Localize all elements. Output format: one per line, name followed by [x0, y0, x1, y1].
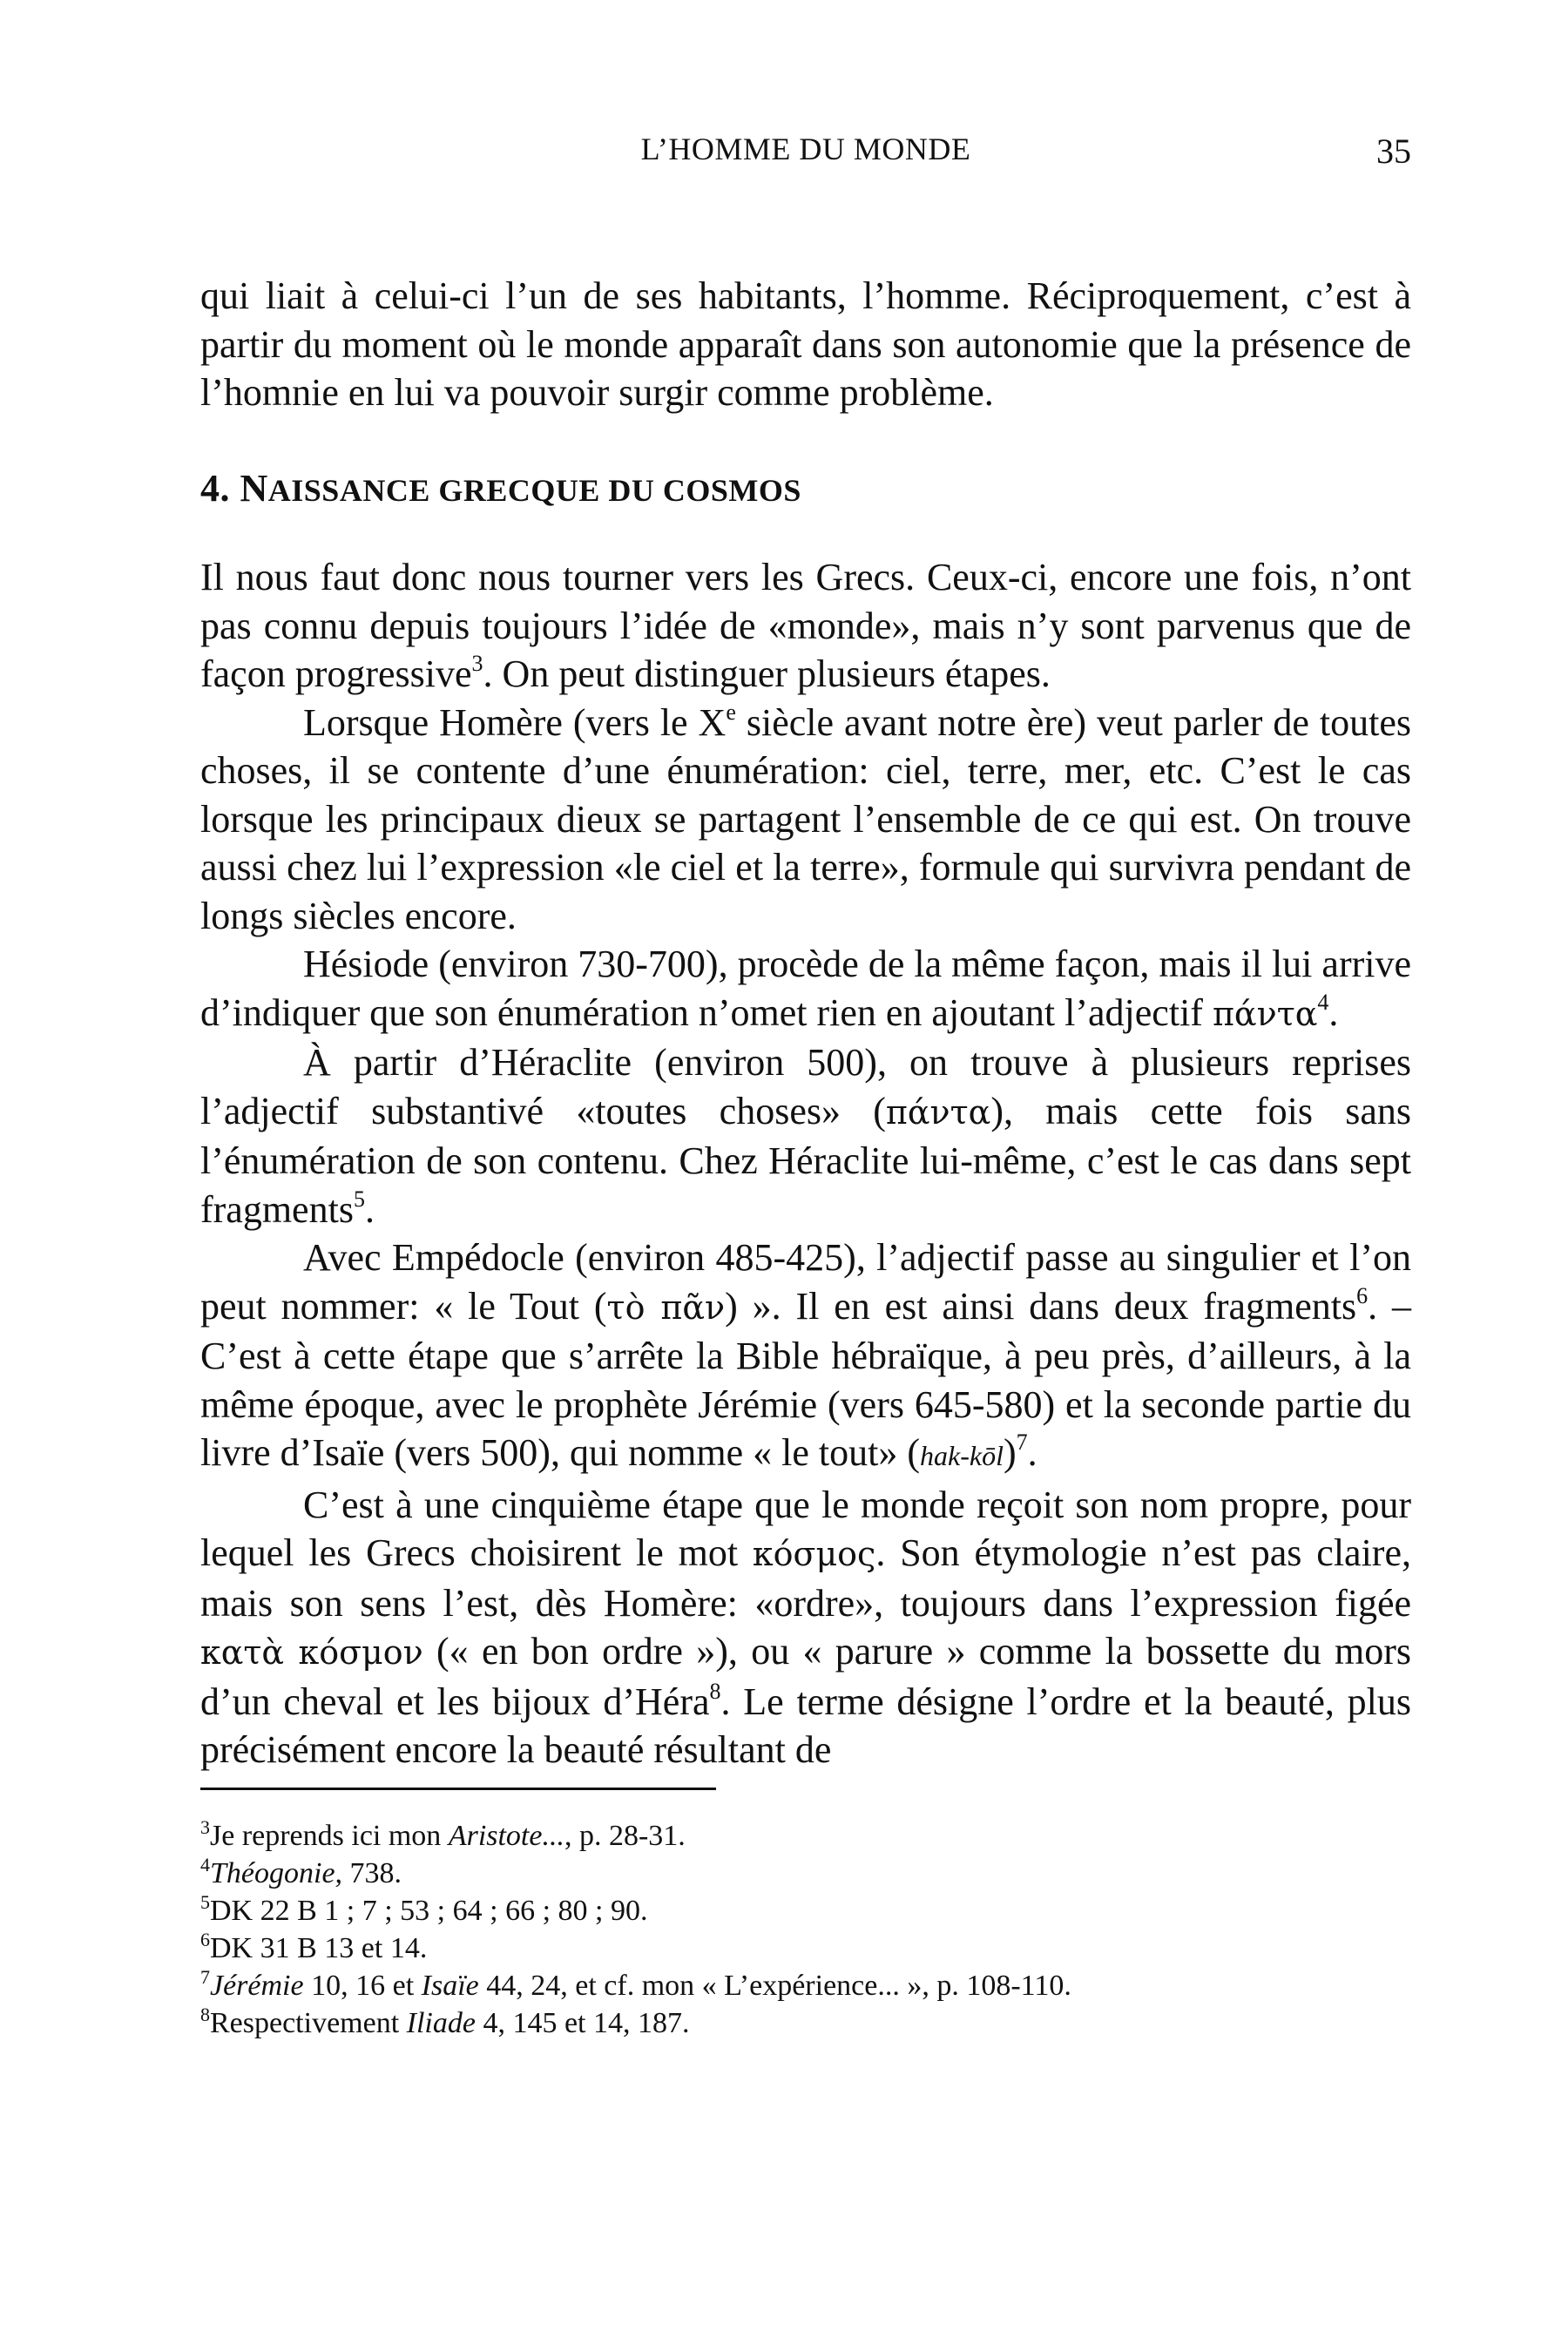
footnote-ref: 8: [709, 1678, 721, 1704]
section-number: 4.: [200, 466, 240, 510]
paragraph-text: ) ». Il en est ainsi dans deux fragments: [725, 1284, 1357, 1328]
paragraph-text: Hésiode (environ 730-700), procède de la même façon, mais il lui arrive d’indiquer que son énumération n’omet rien en ajoutant l’adjectif: [200, 943, 1411, 1034]
paragraph-text: . On peut distinguer plusieurs étapes.: [483, 652, 1051, 695]
footnote: [200, 2004, 1411, 2042]
paragraph-heraclite: [200, 1038, 1411, 1233]
paragraph-cosmos: [200, 1481, 1411, 1774]
footnote-number: 8: [200, 2004, 210, 2025]
paragraph-hesiode: [200, 940, 1411, 1038]
footnote-title: Théogonie,: [210, 1857, 343, 1889]
footnote-text: 4, 145 et 14, 187.: [475, 2007, 690, 2039]
page-number: 35: [1376, 132, 1411, 171]
footnote: [200, 1930, 1411, 1967]
footnote-number: 5: [200, 1891, 210, 1913]
paragraph-text: (« en bon ordre »), ou « parure » comme la bossette du mors d’un cheval et les bijoux d’Héra: [200, 1630, 1411, 1723]
hebrew-transliteration: hak-kōl: [920, 1440, 1004, 1471]
footnote-ref: 7: [1016, 1429, 1028, 1455]
running-title: L’HOMME DU MONDE: [640, 132, 971, 166]
section-heading: [200, 464, 1411, 516]
footnote-separator: [200, 1788, 716, 1790]
section-heading-rest: AISSANCE GRECQUE DU COSMOS: [267, 472, 801, 508]
greek-word: τὸ πᾶν: [606, 1288, 726, 1327]
paragraph-grecs: [200, 553, 1411, 699]
paragraph-text: ): [1003, 1431, 1017, 1474]
greek-word: κατὰ κόσμον: [200, 1633, 423, 1672]
footnote: [200, 1892, 1411, 1930]
footnote-ref: 6: [1356, 1282, 1369, 1308]
paragraph-continuation: qui liait à celui-ci l’un de ses habitants, l’homme. Réciproquement, c’est à partir du moment où le monde apparaît dans son autonomie que la présence de l’homnie en lui va pouvoir surgir comme problème.: [200, 274, 1411, 414]
footnote-text: 44, 24, et cf. mon « L’expérience... », p. 108-110.: [478, 1970, 1071, 2002]
paragraph-text: .: [364, 1187, 375, 1231]
paragraph-text: siècle avant notre ère) veut parler de toutes choses, il se contente d’une énumération: ciel, terre, mer, etc. C’est le cas lorsque les principaux dieux se partagent l’ensemble de ce qui est. On trouve aussi chez lui l’expression «le ciel et la terre», formule qui survivra pendant de longs siècles encore.: [200, 700, 1411, 937]
paragraph-text: . – C’est à cette étape que s’arrête la Bible hébraïque, à peu près, d’ailleurs, à la même époque, avec le prophète Jérémie (vers 645-580) et la seconde partie du livre d’Isaïe (vers 500), qui nomme « le tout» (: [200, 1284, 1412, 1474]
paragraph-empedocle: [200, 1233, 1411, 1481]
footnote-ref: 4: [1317, 989, 1329, 1015]
footnote-number: 6: [200, 1929, 210, 1950]
paragraph-text: .: [1328, 990, 1339, 1034]
section-heading-initial: N: [240, 466, 268, 510]
paragraph-text: . Son étymologie n’est pas claire, mais son sens l’est, dès Homère: «ordre», toujours dans l’expression figée: [200, 1531, 1411, 1625]
footnote-text: DK 31 B 13 et 14.: [210, 1932, 428, 1964]
footnote-text: Respectivement: [210, 2007, 407, 2039]
footnotes: [200, 1817, 1411, 2042]
greek-word: πάντα: [885, 1092, 991, 1132]
footnote-text: , p. 28-31.: [564, 1820, 686, 1852]
footnote-text: 738.: [342, 1857, 402, 1889]
footnote: [200, 1967, 1411, 2004]
footnote-title: Jérémie: [210, 1970, 304, 2002]
paragraph-homere: [200, 699, 1411, 941]
footnote: [200, 1855, 1411, 1892]
paragraph-text: C’est à une cinquième étape que le monde reçoit son nom propre, pour lequel les Grecs choisirent le mot: [200, 1483, 1411, 1574]
paragraph-text: Lorsque Homère (vers le X: [303, 700, 727, 744]
paragraph-text: À partir d’Héraclite (environ 500), on trouve à plusieurs reprises l’adjectif substantivé «toutes choses» (: [200, 1041, 1411, 1132]
footnote-title: Iliade: [406, 2007, 476, 2039]
greek-word: πάντα: [1212, 994, 1318, 1033]
footnote-title: Isaïe: [421, 1970, 479, 2002]
paragraph-text: Il nous faut donc nous tourner vers les Grecs. Ceux-ci, encore une fois, n’ont pas connu depuis toujours l’idée de «monde», mais n’y sont parvenus que de façon progressive: [200, 556, 1411, 695]
superscript: e: [726, 699, 736, 725]
paragraph-text: . Le terme désigne l’ordre et la beauté, plus précisément encore la beauté résultant de: [200, 1680, 1411, 1771]
greek-word: κόσμος: [752, 1535, 876, 1573]
running-header: [200, 131, 1411, 174]
footnote-ref: 3: [471, 651, 483, 676]
footnote-text: 10, 16 et: [303, 1970, 422, 2002]
footnote-number: 7: [200, 1966, 210, 1988]
paragraph-text: ), mais cette fois sans l’énumération de son contenu. Chez Héraclite lui-même, c’est le cas dans sept fragments: [200, 1089, 1411, 1231]
paragraph-text: .: [1027, 1431, 1037, 1474]
paragraph-text: Avec Empédocle (environ 485-425), l’adjectif passe au singulier et l’on peut nommer: « le Tout (: [200, 1236, 1411, 1328]
body-text: [200, 272, 1411, 1774]
footnote-text: DK 22 B 1 ; 7 ; 53 ; 64 ; 66 ; 80 ; 90.: [210, 1895, 648, 1927]
footnote: [200, 1817, 1411, 1855]
footnote-number: 4: [200, 1854, 210, 1876]
footnote-text: Je reprends ici mon: [210, 1820, 449, 1852]
footnote-title: Aristote...: [448, 1820, 564, 1852]
footnote-number: 3: [200, 1816, 210, 1838]
footnote-ref: 5: [353, 1186, 365, 1212]
